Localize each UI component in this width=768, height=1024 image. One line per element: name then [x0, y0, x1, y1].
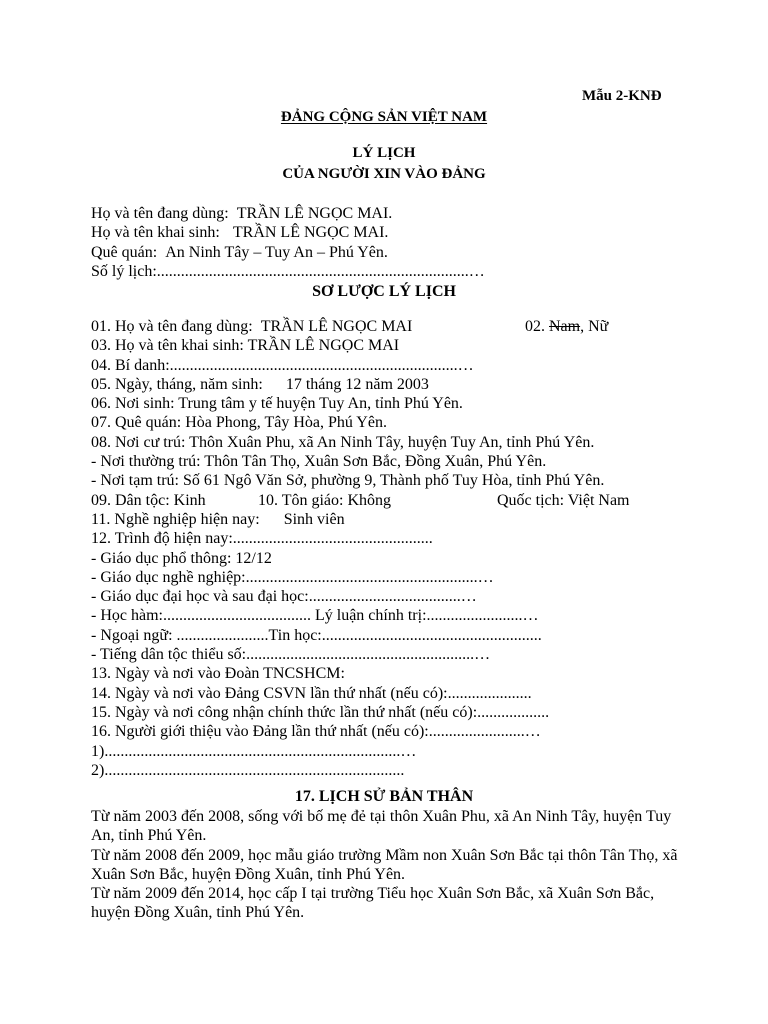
summary-line-07: 07. Quê quán: Hòa Phong, Tây Hòa, Phú Yên.	[91, 414, 387, 432]
current-name-label: Họ và tên đang dùng:	[91, 205, 229, 222]
field-05-label: 05. Ngày, tháng, năm sinh:	[91, 375, 263, 393]
summary-line-11	[91, 510, 691, 529]
summary-line-06: 06. Nơi sinh: Trung tâm y tế huyện Tuy An, tỉnh Phú Yên.	[91, 395, 463, 413]
summary-line-12: 12. Trình độ hiện nay:..................................................	[91, 530, 433, 548]
hometown-value: An Ninh Tây – Tuy An – Phú Yên.	[165, 243, 388, 261]
birth-name-value: TRẦN LÊ NGỌC MAI.	[232, 224, 389, 242]
field-nationality: Quốc tịch: Việt Nam	[497, 491, 630, 509]
field-11-value: Sinh viên	[283, 510, 345, 528]
summary-line-14: 14. Ngày và nơi vào Đảng CSVN lần thứ nhất (nếu có):.....................	[91, 684, 532, 702]
history-paragraph: Từ năm 2009 đến 2014, học cấp I tại trường Tiểu học Xuân Sơn Bắc, xã Xuân Sơn Bắc, huyện Đồng Xuân, tỉnh Phú Yên.	[91, 885, 655, 922]
field-11-label: 11. Nghề nghiệp hiện nay:	[91, 510, 260, 528]
current-name-line	[91, 204, 691, 223]
summary-line-08b: - Nơi tạm trú: Số 61 Ngô Văn Sở, phường 9, Thành phố Tuy Hòa, tỉnh Phú Yên.	[91, 472, 605, 490]
summary-line-01	[91, 317, 691, 336]
summary-line-12e	[91, 626, 691, 645]
summary-line-04: 04. Bí danh:........................................................................…	[91, 356, 474, 374]
summary-line-12c: - Giáo dục đại học và sau đại học:......................................…	[91, 588, 477, 606]
field-05-value: 17 tháng 12 năm 2003	[285, 375, 429, 393]
party-heading	[0, 107, 768, 127]
summary-line-16: 16. Người giới thiệu vào Đảng lần thứ nhất (nếu có):........................…	[91, 723, 541, 741]
field-01-value: TRẦN LÊ NGỌC MAI	[260, 318, 413, 335]
summary-line-08a: - Nơi thường trú: Thôn Tân Thọ, Xuân Sơn Bắc, Đồng Xuân, Phú Yên.	[91, 453, 547, 471]
form-code: Mẫu 2-KNĐ	[582, 88, 662, 104]
field-02-struck-option: Nam	[549, 318, 581, 335]
history-section-title: 17. LỊCH SỬ BẢN THÂN	[294, 788, 474, 805]
party-name: ĐẢNG CỘNG SẢN VIỆT NAM	[280, 109, 488, 125]
history-paragraph: Từ năm 2003 đến 2008, sống với bố mẹ đẻ tại thôn Xuân Phu, xã An Ninh Tây, huyện Tuy An, tỉnh Phú Yên.	[91, 808, 672, 845]
summary-line-05	[91, 375, 691, 394]
identity-block	[91, 204, 691, 281]
hometown-label: Quê quán:	[91, 243, 158, 261]
field-computer-skills: Tin học:.......................................................	[268, 626, 542, 644]
summary-line-09	[91, 491, 691, 510]
current-name-value: TRẦN LÊ NGỌC MAI.	[236, 205, 393, 222]
field-01-label: 01. Họ và tên đang dùng:	[91, 318, 253, 335]
document-subtitle: CỦA NGƯỜI XIN VÀO ĐẢNG	[282, 166, 486, 182]
summary-section-title: SƠ LƯỢC LÝ LỊCH	[312, 283, 456, 300]
history-block	[91, 807, 691, 923]
summary-line-16-1: 1)..........................................................................…	[91, 742, 417, 760]
summary-line-08: 08. Nơi cư trú: Thôn Xuân Phu, xã An Ninh Tây, huyện Tuy An, tỉnh Phú Yên.	[91, 433, 595, 451]
summary-line-12f: - Tiếng dân tộc thiểu số:.........................................................…	[91, 646, 491, 664]
field-09: 09. Dân tộc: Kinh	[91, 491, 206, 509]
field-foreign-language: - Ngoại ngữ: .......................	[91, 626, 269, 644]
field-political-theory: Lý luận chính trị:........................…	[314, 607, 539, 625]
field-02-value: , Nữ	[580, 318, 609, 335]
summary-line-13: 13. Ngày và nơi vào Đoàn TNCSHCM:	[91, 665, 345, 683]
summary-line-03: 03. Họ và tên khai sinh: TRẦN LÊ NGỌC MAI	[91, 337, 400, 355]
record-number-line: Số lý lịch:..............................................................................…	[91, 262, 485, 280]
birth-name-label: Họ và tên khai sinh:	[91, 224, 220, 242]
hometown-line	[91, 243, 691, 262]
summary-line-15: 15. Ngày và nơi công nhận chính thức lần thứ nhất (nếu có):..................	[91, 703, 550, 721]
summary-block	[91, 317, 691, 780]
summary-line-12a: - Giáo dục phổ thông: 12/12	[91, 549, 272, 567]
summary-line-12b: - Giáo dục nghề nghiệp:..........................................................…	[91, 568, 494, 586]
field-10: 10. Tôn giáo: Không	[258, 491, 392, 509]
history-paragraph: Từ năm 2008 đến 2009, học mẫu giáo trường Mầm non Xuân Sơn Bắc tại thôn Tân Thọ, xã Xuân Sơn Bắc, huyện Đồng Xuân, tỉnh Phú Yên.	[91, 846, 678, 883]
summary-line-16-2: 2)...........................................................................	[91, 761, 405, 779]
summary-line-12d	[91, 606, 691, 625]
document-title: LÝ LỊCH	[352, 145, 416, 161]
field-02-label: 02.	[525, 318, 545, 335]
birth-name-line	[91, 223, 691, 242]
field-academic-title: - Học hàm:.....................................	[91, 607, 311, 625]
field-02	[525, 317, 608, 336]
